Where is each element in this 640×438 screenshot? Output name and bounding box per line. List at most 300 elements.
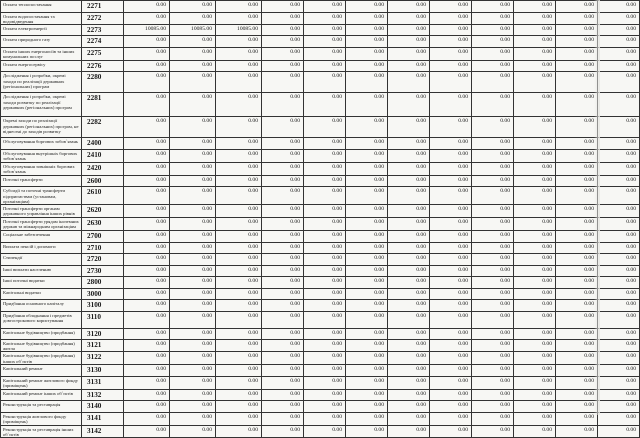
amount-cell: 0.00 <box>514 60 556 72</box>
amount-cell: 0.00 <box>598 47 640 60</box>
amount-cell: 0.00 <box>262 162 304 175</box>
table-row <box>1 12 640 24</box>
amount-cell: 0.00 <box>262 300 304 312</box>
amount-cell: 0.00 <box>388 47 430 60</box>
amount-cell: 0.00 <box>388 162 430 175</box>
amount-cell: 0.00 <box>304 425 346 437</box>
scan-edge-shading <box>594 0 600 415</box>
amount-cell: 0.00 <box>556 352 598 365</box>
amount-cell: 0.00 <box>170 340 216 352</box>
amount-cell: 0.00 <box>124 389 170 401</box>
amount-cell: 0.00 <box>304 376 346 389</box>
expense-item-name: Поточні трансферти <box>1 175 82 187</box>
amount-cell: 0.00 <box>514 288 556 300</box>
amount-cell: 0.00 <box>514 242 556 254</box>
expense-item-name: Стипендії <box>1 254 82 266</box>
amount-cell: 0.00 <box>346 138 388 150</box>
table-row <box>1 328 640 340</box>
amount-cell: 0.00 <box>472 425 514 437</box>
expense-code: 2720 <box>82 254 124 266</box>
expense-code: 2630 <box>82 218 124 231</box>
amount-cell: 0.00 <box>556 1 598 13</box>
amount-cell: 0.00 <box>170 389 216 401</box>
amount-cell: 0.00 <box>304 175 346 187</box>
amount-cell: 0.00 <box>304 205 346 218</box>
amount-cell: 0.00 <box>304 162 346 175</box>
amount-cell: 0.00 <box>170 311 216 328</box>
amount-cell: 0.00 <box>124 93 170 117</box>
amount-cell: 0.00 <box>124 12 170 24</box>
amount-cell: 0.00 <box>124 162 170 175</box>
expense-code: 3131 <box>82 376 124 389</box>
amount-cell: 0.00 <box>388 352 430 365</box>
amount-cell: 0.00 <box>216 162 262 175</box>
table-row <box>1 117 640 138</box>
amount-cell: 0.00 <box>598 162 640 175</box>
amount-cell: 0.00 <box>262 242 304 254</box>
expense-item-name: Реконструкція житлового фонду (приміщень) <box>1 412 82 425</box>
amount-cell: 0.00 <box>216 205 262 218</box>
amount-cell: 0.00 <box>472 162 514 175</box>
amount-cell: 0.00 <box>556 412 598 425</box>
amount-cell: 0.00 <box>556 24 598 36</box>
amount-cell: 0.00 <box>430 365 472 377</box>
amount-cell: 0.00 <box>556 187 598 205</box>
amount-cell: 0.00 <box>388 401 430 413</box>
amount-cell: 0.00 <box>262 376 304 389</box>
amount-cell: 0.00 <box>216 187 262 205</box>
amount-cell: 0.00 <box>430 175 472 187</box>
amount-cell: 0.00 <box>514 93 556 117</box>
amount-cell: 0.00 <box>216 365 262 377</box>
amount-cell: 0.00 <box>472 24 514 36</box>
table-row <box>1 340 640 352</box>
amount-cell: 0.00 <box>124 36 170 48</box>
expense-code: 3122 <box>82 352 124 365</box>
amount-cell: 0.00 <box>556 389 598 401</box>
expense-code: 2800 <box>82 277 124 289</box>
expense-code: 3121 <box>82 340 124 352</box>
amount-cell: 0.00 <box>556 36 598 48</box>
amount-cell: 0.00 <box>262 401 304 413</box>
amount-cell: 0.00 <box>170 328 216 340</box>
amount-cell: 0.00 <box>216 231 262 243</box>
expense-code: 2410 <box>82 149 124 162</box>
amount-cell: 0.00 <box>304 352 346 365</box>
expense-item-name: Капітальні видатки <box>1 288 82 300</box>
table-row <box>1 389 640 401</box>
amount-cell: 0.00 <box>124 300 170 312</box>
amount-cell: 0.00 <box>430 218 472 231</box>
amount-cell: 0.00 <box>556 149 598 162</box>
amount-cell: 0.00 <box>170 162 216 175</box>
amount-cell: 0.00 <box>556 288 598 300</box>
amount-cell: 0.00 <box>598 117 640 138</box>
table-row <box>1 401 640 413</box>
amount-cell: 0.00 <box>170 300 216 312</box>
amount-cell: 0.00 <box>598 187 640 205</box>
amount-cell: 0.00 <box>216 376 262 389</box>
expense-item-name: Реконструкція та реставрація <box>1 401 82 413</box>
expense-code: 2280 <box>82 72 124 93</box>
amount-cell: 0.00 <box>170 175 216 187</box>
expense-code: 3110 <box>82 311 124 328</box>
amount-cell: 0.00 <box>346 149 388 162</box>
amount-cell: 0.00 <box>170 36 216 48</box>
amount-cell: 0.00 <box>430 1 472 13</box>
amount-cell: 0.00 <box>216 1 262 13</box>
amount-cell: 0.00 <box>262 187 304 205</box>
amount-cell: 0.00 <box>472 311 514 328</box>
amount-cell: 0.00 <box>170 218 216 231</box>
table-row <box>1 242 640 254</box>
amount-cell: 0.00 <box>346 218 388 231</box>
amount-cell: 0.00 <box>170 365 216 377</box>
amount-cell: 0.00 <box>430 149 472 162</box>
amount-cell: 0.00 <box>388 425 430 437</box>
amount-cell: 0.00 <box>598 365 640 377</box>
amount-cell: 0.00 <box>216 277 262 289</box>
amount-cell: 0.00 <box>346 300 388 312</box>
expense-item-name: Окремі заходи по реалізації державних (регіональних) програм, не віднесені до заходів розвитку <box>1 117 82 138</box>
amount-cell: 0.00 <box>472 72 514 93</box>
amount-cell: 0.00 <box>216 389 262 401</box>
expense-item-name: Обслуговування зовнішніх боргових зобов`язань <box>1 162 82 175</box>
amount-cell: 0.00 <box>430 425 472 437</box>
table-row <box>1 300 640 312</box>
expense-item-name: Придбання основного капіталу <box>1 300 82 312</box>
amount-cell: 0.00 <box>262 149 304 162</box>
amount-cell: 0.00 <box>430 376 472 389</box>
amount-cell: 0.00 <box>472 242 514 254</box>
expense-code: 2420 <box>82 162 124 175</box>
amount-cell: 0.00 <box>304 328 346 340</box>
table-row <box>1 36 640 48</box>
amount-cell: 0.00 <box>304 187 346 205</box>
amount-cell: 0.00 <box>556 300 598 312</box>
amount-cell: 0.00 <box>170 93 216 117</box>
amount-cell: 0.00 <box>346 376 388 389</box>
amount-cell: 0.00 <box>304 117 346 138</box>
amount-cell: 0.00 <box>216 300 262 312</box>
amount-cell: 0.00 <box>216 288 262 300</box>
amount-cell: 0.00 <box>598 242 640 254</box>
amount-cell: 0.00 <box>388 149 430 162</box>
amount-cell: 0.00 <box>262 24 304 36</box>
amount-cell: 0.00 <box>124 365 170 377</box>
amount-cell: 0.00 <box>346 12 388 24</box>
expense-code: 2610 <box>82 187 124 205</box>
amount-cell: 0.00 <box>472 218 514 231</box>
amount-cell: 0.00 <box>304 93 346 117</box>
amount-cell: 0.00 <box>304 1 346 13</box>
table-row <box>1 47 640 60</box>
amount-cell: 0.00 <box>262 60 304 72</box>
amount-cell: 0.00 <box>388 265 430 277</box>
amount-cell: 0.00 <box>430 117 472 138</box>
expense-code: 2271 <box>82 1 124 13</box>
amount-cell: 0.00 <box>346 288 388 300</box>
expense-item-name: Інші поточні видатки <box>1 277 82 289</box>
amount-cell: 0.00 <box>124 265 170 277</box>
amount-cell: 0.00 <box>472 12 514 24</box>
amount-cell: 0.00 <box>430 12 472 24</box>
expense-item-name: Реконструкція та реставрація інших об`єктів <box>1 425 82 437</box>
amount-cell: 0.00 <box>170 231 216 243</box>
amount-cell: 0.00 <box>262 277 304 289</box>
amount-cell: 0.00 <box>472 187 514 205</box>
amount-cell: 0.00 <box>514 340 556 352</box>
expense-code: 3130 <box>82 365 124 377</box>
amount-cell: 0.00 <box>124 340 170 352</box>
amount-cell: 0.00 <box>388 24 430 36</box>
amount-cell: 0.00 <box>170 412 216 425</box>
amount-cell: 0.00 <box>556 231 598 243</box>
amount-cell: 0.00 <box>124 231 170 243</box>
expense-item-name: Виплата пенсій і допомоги <box>1 242 82 254</box>
amount-cell: 0.00 <box>346 72 388 93</box>
amount-cell: 0.00 <box>472 277 514 289</box>
amount-cell: 0.00 <box>124 138 170 150</box>
table-row <box>1 187 640 205</box>
amount-cell: 10085.00 <box>124 24 170 36</box>
expense-code: 2710 <box>82 242 124 254</box>
amount-cell: 0.00 <box>346 36 388 48</box>
amount-cell: 0.00 <box>124 187 170 205</box>
amount-cell: 0.00 <box>262 117 304 138</box>
amount-cell: 0.00 <box>514 47 556 60</box>
amount-cell: 0.00 <box>346 205 388 218</box>
amount-cell: 0.00 <box>262 365 304 377</box>
amount-cell: 0.00 <box>304 138 346 150</box>
amount-cell: 0.00 <box>472 265 514 277</box>
amount-cell: 0.00 <box>216 218 262 231</box>
amount-cell: 0.00 <box>170 1 216 13</box>
amount-cell: 0.00 <box>430 288 472 300</box>
amount-cell: 0.00 <box>430 138 472 150</box>
table-row <box>1 231 640 243</box>
table-row <box>1 277 640 289</box>
amount-cell: 0.00 <box>346 117 388 138</box>
amount-cell: 0.00 <box>262 218 304 231</box>
amount-cell: 0.00 <box>598 138 640 150</box>
amount-cell: 0.00 <box>262 12 304 24</box>
amount-cell: 0.00 <box>346 60 388 72</box>
amount-cell: 0.00 <box>170 138 216 150</box>
amount-cell: 0.00 <box>216 340 262 352</box>
expense-code: 3120 <box>82 328 124 340</box>
amount-cell: 0.00 <box>388 12 430 24</box>
expense-item-name: Капітальний ремонт <box>1 365 82 377</box>
amount-cell: 0.00 <box>388 60 430 72</box>
amount-cell: 0.00 <box>556 117 598 138</box>
amount-cell: 0.00 <box>472 376 514 389</box>
amount-cell: 0.00 <box>514 72 556 93</box>
expense-code: 3140 <box>82 401 124 413</box>
table-row <box>1 138 640 150</box>
expense-code: 3000 <box>82 288 124 300</box>
amount-cell: 0.00 <box>346 277 388 289</box>
amount-cell: 0.00 <box>598 254 640 266</box>
amount-cell: 0.00 <box>472 389 514 401</box>
amount-cell: 0.00 <box>472 365 514 377</box>
amount-cell: 0.00 <box>262 93 304 117</box>
amount-cell: 0.00 <box>216 60 262 72</box>
amount-cell: 0.00 <box>388 389 430 401</box>
amount-cell: 0.00 <box>556 401 598 413</box>
amount-cell: 0.00 <box>598 352 640 365</box>
amount-cell: 0.00 <box>124 311 170 328</box>
amount-cell: 0.00 <box>388 365 430 377</box>
amount-cell: 0.00 <box>472 1 514 13</box>
amount-cell: 0.00 <box>124 254 170 266</box>
expense-item-name: Капітальне будівництво (придбання) житла <box>1 340 82 352</box>
amount-cell: 0.00 <box>304 60 346 72</box>
amount-cell: 0.00 <box>388 175 430 187</box>
amount-cell: 0.00 <box>170 277 216 289</box>
amount-cell: 0.00 <box>388 117 430 138</box>
amount-cell: 0.00 <box>346 365 388 377</box>
amount-cell: 0.00 <box>262 72 304 93</box>
amount-cell: 0.00 <box>514 254 556 266</box>
amount-cell: 0.00 <box>598 60 640 72</box>
amount-cell: 0.00 <box>598 340 640 352</box>
expense-item-name: Поточні трансферти урядам іноземних держав та міжнародним організаціям <box>1 218 82 231</box>
expense-item-name: Обслуговування боргових зобов`язань <box>1 138 82 150</box>
amount-cell: 0.00 <box>430 72 472 93</box>
table-row <box>1 311 640 328</box>
table-row <box>1 93 640 117</box>
amount-cell: 0.00 <box>262 340 304 352</box>
amount-cell: 0.00 <box>430 389 472 401</box>
amount-cell: 0.00 <box>346 93 388 117</box>
table-row <box>1 24 640 36</box>
amount-cell: 0.00 <box>514 376 556 389</box>
amount-cell: 0.00 <box>124 47 170 60</box>
amount-cell: 0.00 <box>346 328 388 340</box>
amount-cell: 0.00 <box>346 340 388 352</box>
amount-cell: 0.00 <box>430 254 472 266</box>
amount-cell: 0.00 <box>304 277 346 289</box>
amount-cell: 0.00 <box>170 401 216 413</box>
amount-cell: 0.00 <box>514 187 556 205</box>
amount-cell: 0.00 <box>124 117 170 138</box>
amount-cell: 0.00 <box>598 328 640 340</box>
amount-cell: 0.00 <box>124 205 170 218</box>
amount-cell: 0.00 <box>430 300 472 312</box>
amount-cell: 0.00 <box>170 288 216 300</box>
amount-cell: 0.00 <box>472 328 514 340</box>
amount-cell: 0.00 <box>170 242 216 254</box>
amount-cell: 0.00 <box>598 425 640 437</box>
amount-cell: 0.00 <box>304 365 346 377</box>
amount-cell: 0.00 <box>304 401 346 413</box>
expense-code: 3141 <box>82 412 124 425</box>
amount-cell: 0.00 <box>430 187 472 205</box>
amount-cell: 0.00 <box>216 36 262 48</box>
amount-cell: 0.00 <box>556 254 598 266</box>
amount-cell: 0.00 <box>216 254 262 266</box>
expense-item-name: Придбання обладнання і предметів довгострокового користування <box>1 311 82 328</box>
table-row <box>1 149 640 162</box>
amount-cell: 0.00 <box>514 412 556 425</box>
table-row <box>1 218 640 231</box>
amount-cell: 0.00 <box>388 277 430 289</box>
expense-code: 2620 <box>82 205 124 218</box>
table-row <box>1 60 640 72</box>
amount-cell: 0.00 <box>304 288 346 300</box>
amount-cell: 0.00 <box>598 72 640 93</box>
amount-cell: 0.00 <box>514 162 556 175</box>
amount-cell: 0.00 <box>430 47 472 60</box>
amount-cell: 0.00 <box>170 265 216 277</box>
amount-cell: 0.00 <box>472 93 514 117</box>
amount-cell: 0.00 <box>598 265 640 277</box>
amount-cell: 0.00 <box>304 265 346 277</box>
amount-cell: 0.00 <box>598 218 640 231</box>
amount-cell: 0.00 <box>170 60 216 72</box>
amount-cell: 0.00 <box>598 149 640 162</box>
amount-cell: 0.00 <box>556 93 598 117</box>
amount-cell: 0.00 <box>346 425 388 437</box>
expense-item-name: Оплата енергосервісу <box>1 60 82 72</box>
amount-cell: 0.00 <box>472 47 514 60</box>
amount-cell: 0.00 <box>472 288 514 300</box>
amount-cell: 0.00 <box>472 36 514 48</box>
amount-cell: 0.00 <box>262 231 304 243</box>
amount-cell: 0.00 <box>216 242 262 254</box>
expense-item-name: Дослідження і розробки, окремі заходи по реалізації державних (регіональних) програм <box>1 72 82 93</box>
amount-cell: 0.00 <box>598 231 640 243</box>
table-row <box>1 205 640 218</box>
amount-cell: 0.00 <box>262 311 304 328</box>
amount-cell: 0.00 <box>598 24 640 36</box>
amount-cell: 0.00 <box>388 300 430 312</box>
amount-cell: 0.00 <box>346 311 388 328</box>
amount-cell: 0.00 <box>216 425 262 437</box>
amount-cell: 0.00 <box>170 117 216 138</box>
amount-cell: 0.00 <box>124 352 170 365</box>
amount-cell: 0.00 <box>170 72 216 93</box>
amount-cell: 0.00 <box>430 352 472 365</box>
table-row <box>1 265 640 277</box>
amount-cell: 0.00 <box>430 340 472 352</box>
amount-cell: 0.00 <box>304 72 346 93</box>
amount-cell: 0.00 <box>216 149 262 162</box>
amount-cell: 0.00 <box>556 365 598 377</box>
expense-code: 2400 <box>82 138 124 150</box>
amount-cell: 0.00 <box>170 376 216 389</box>
amount-cell: 0.00 <box>556 376 598 389</box>
amount-cell: 0.00 <box>430 60 472 72</box>
amount-cell: 0.00 <box>556 265 598 277</box>
expense-item-name: Субсидії та поточні трансферти підприємствам (установам, організаціям) <box>1 187 82 205</box>
amount-cell: 0.00 <box>514 117 556 138</box>
amount-cell: 0.00 <box>598 1 640 13</box>
amount-cell: 0.00 <box>598 36 640 48</box>
amount-cell: 0.00 <box>304 218 346 231</box>
amount-cell: 0.00 <box>598 412 640 425</box>
expense-item-name: Оплата інших енергоносіїв та інших комунальних послуг <box>1 47 82 60</box>
amount-cell: 0.00 <box>514 328 556 340</box>
amount-cell: 0.00 <box>124 1 170 13</box>
amount-cell: 0.00 <box>430 162 472 175</box>
amount-cell: 0.00 <box>514 218 556 231</box>
amount-cell: 0.00 <box>170 149 216 162</box>
expense-code: 2275 <box>82 47 124 60</box>
amount-cell: 0.00 <box>556 425 598 437</box>
table-row <box>1 412 640 425</box>
